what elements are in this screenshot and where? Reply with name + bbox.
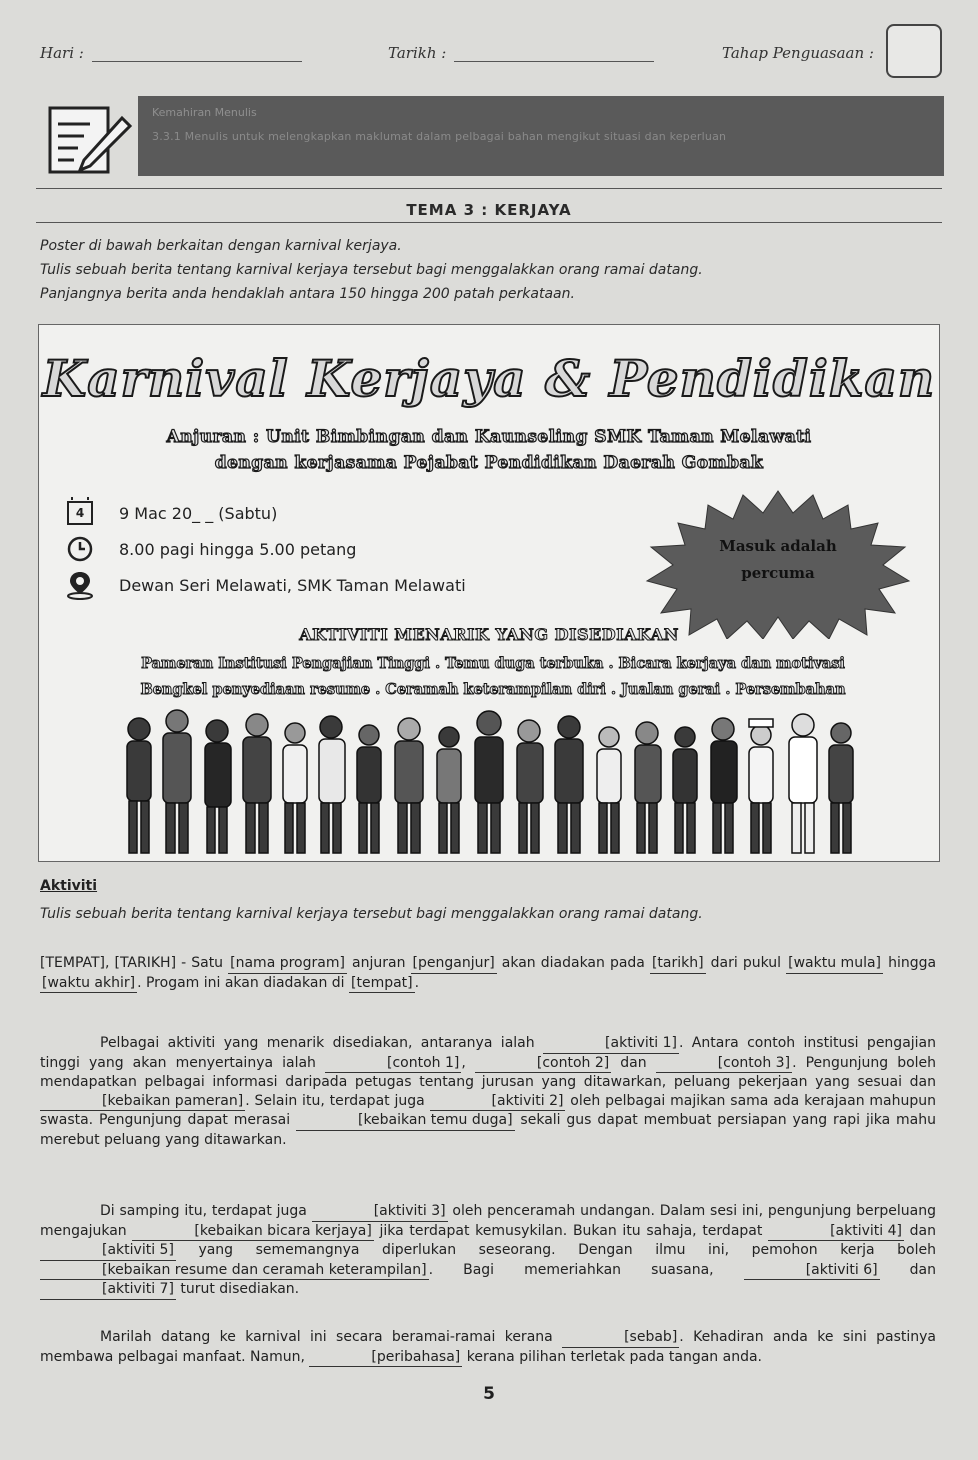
- blank-field[interactable]: [aktiviti 3]: [312, 1202, 448, 1222]
- blank-field[interactable]: [aktiviti 6]: [744, 1261, 880, 1281]
- hari-label: Hari :: [40, 44, 84, 62]
- tarikh-field[interactable]: [388, 44, 654, 62]
- blank-field[interactable]: [aktiviti 1]: [543, 1034, 679, 1054]
- paragraph-2: Pelbagai aktiviti yang menarik disediakan, antaranya ialah [aktiviti 1] . Antara contoh institusi pengajian tinggi yang akan menyertainya ialah [contoh 1] , [contoh 2] dan [contoh 3] . Pengunjung boleh mendapatkan pelbagai informasi daripada petugas tentang jurusan yang ditawarkan, peluang pekerjaan yang sesuai dan [kebaikan pameran] . Selain itu, terdapat juga [aktiviti 2] oleh pelbagai majikan sama ada kerajaan mahupun swasta. Pengunjung dapat merasai [kebaikan temu duga] sekali gus dapat membuat persiapan yang rapi jika mahu merebut peluang yang ditawarkan.: [40, 1035, 937, 1148]
- blank-field[interactable]: [contoh 3]: [656, 1054, 792, 1074]
- paragraph-4: Marilah datang ke karnival ini secara beramai-ramai kerana [sebab] . Kehadiran anda ke sini pastinya membawa pelbagai manfaat. Namun, [peribahasa] kerana pilihan terletak pada tangan anda.: [40, 1328, 936, 1367]
- skill-title: Kemahiran Menulis: [152, 106, 257, 119]
- blank-field[interactable]: [waktu akhir]: [40, 974, 137, 994]
- blank-field[interactable]: [kebaikan bicara kerjaya]: [132, 1222, 373, 1242]
- professionals-crowd-illustration: [119, 707, 859, 857]
- blank-field[interactable]: [peribahasa]: [309, 1348, 462, 1368]
- divider: [36, 188, 942, 189]
- poster-venue: Dewan Seri Melawati, SMK Taman Melawati: [119, 575, 466, 595]
- poster-date-row: [65, 499, 277, 527]
- free-entry-line2: percuma: [741, 564, 815, 582]
- instruction-2: Tulis sebuah berita tentang karnival kerjaya tersebut bagi menggalakkan orang ramai datang.: [40, 262, 703, 278]
- poster-collaborator: dengan kerjasama Pejabat Pendidikan Daerah Gombak: [214, 453, 764, 473]
- poster-activities-title: AKTIVITI MENARIK YANG DISEDIAKAN: [299, 625, 679, 644]
- aktiviti-heading: Aktiviti: [40, 878, 98, 894]
- instruction-1: Poster di bawah berkaitan dengan karnival kerjaya.: [40, 238, 402, 254]
- blank-field[interactable]: [sebab]: [562, 1328, 679, 1348]
- writing-pencil-icon: [44, 100, 134, 178]
- blank-field[interactable]: [nama program]: [228, 954, 347, 974]
- blank-field[interactable]: [contoh 1]: [325, 1054, 461, 1074]
- tarikh-label: Tarikh :: [388, 44, 447, 62]
- blank-field[interactable]: [tempat]: [349, 974, 415, 994]
- blank-field[interactable]: [penganjur]: [411, 954, 497, 974]
- blank-field[interactable]: [tarikh]: [650, 954, 706, 974]
- blank-field[interactable]: [kebaikan temu duga]: [296, 1111, 515, 1131]
- clock-icon: [67, 536, 93, 562]
- location-pin-icon: [66, 570, 94, 600]
- paragraph-3: Di samping itu, terdapat juga [aktiviti 3] oleh penceramah undangan. Dalam sesi ini, pengunjung berpeluang mengajukan [kebaikan bicara kerjaya] jika terdapat kemusykilan. Bukan itu sahaja, terdapat [aktiviti 4] dan [aktiviti 5] yang sememangnya diperlukan seseorang. Dengan ilmu ini, pemohon kerja boleh [kebaikan resume dan ceramah keterampilan] . Bagi memeriahkan suasana, [aktiviti 6] dan [aktiviti 7] turut disediakan.: [40, 1202, 936, 1300]
- instruction-3: Panjangnya berita anda hendaklah antara 150 hingga 200 patah perkataan.: [40, 286, 575, 302]
- skill-standard: 3.3.1 Menulis untuk melengkapkan maklumat dalam pelbagai bahan mengikut situasi dan keperluan: [152, 130, 727, 143]
- blank-field[interactable]: [waktu mula]: [786, 954, 883, 974]
- poster-title: Karnival Kerjaya & Pendidikan: [42, 349, 936, 408]
- blank-field[interactable]: [kebaikan resume dan ceramah keterampilan]: [40, 1261, 429, 1281]
- divider: [36, 222, 942, 223]
- poster-date: 9 Mac 20_ _ (Sabtu): [119, 503, 278, 523]
- carnival-poster: [38, 324, 940, 862]
- tahap-penguasaan-box[interactable]: [886, 24, 942, 78]
- poster-time-row: [65, 535, 356, 563]
- skill-banner: [138, 96, 944, 176]
- poster-activities-line1: Pameran Institusi Pengajian Tinggi . Temu duga terbuka . Bicara kerjaya dan motivasi: [141, 655, 845, 672]
- free-entry-line1: Masuk adalah: [719, 537, 837, 555]
- poster-time: 8.00 pagi hingga 5.00 petang: [119, 539, 357, 559]
- aktiviti-instruction: Tulis sebuah berita tentang karnival kerjaya tersebut bagi menggalakkan orang ramai datang.: [40, 906, 703, 922]
- blank-field[interactable]: [kebaikan pameran]: [40, 1092, 245, 1112]
- tahap-label: Tahap Penguasaan :: [722, 44, 874, 62]
- blank-field[interactable]: [aktiviti 5]: [40, 1241, 176, 1261]
- blank-field[interactable]: [contoh 2]: [475, 1054, 611, 1074]
- poster-organizer: Anjuran : Unit Bimbingan dan Kaunseling SMK Taman Melawati: [166, 427, 812, 447]
- blank-field[interactable]: [aktiviti 2]: [430, 1092, 566, 1112]
- page-number: 5: [483, 1384, 495, 1404]
- calendar-icon: 4: [67, 501, 93, 525]
- tema-heading: TEMA 3 : KERJAYA: [406, 201, 572, 219]
- hari-field[interactable]: [40, 44, 302, 62]
- blank-field[interactable]: [aktiviti 7]: [40, 1280, 176, 1300]
- free-entry-text: [643, 533, 913, 587]
- poster-venue-row: [65, 571, 466, 599]
- blank-field[interactable]: [aktiviti 4]: [768, 1222, 904, 1242]
- poster-activities-line2: Bengkel penyediaan resume . Ceramah keterampilan diri . Jualan gerai . Persembahan: [140, 681, 846, 698]
- paragraph-1: [TEMPAT], [TARIKH] - Satu [nama program] anjuran [penganjur] akan diadakan pada [tarikh] dari pukul [waktu mula] hingga [waktu akhir] . Progam ini akan diadakan di [tempat] .: [40, 954, 936, 993]
